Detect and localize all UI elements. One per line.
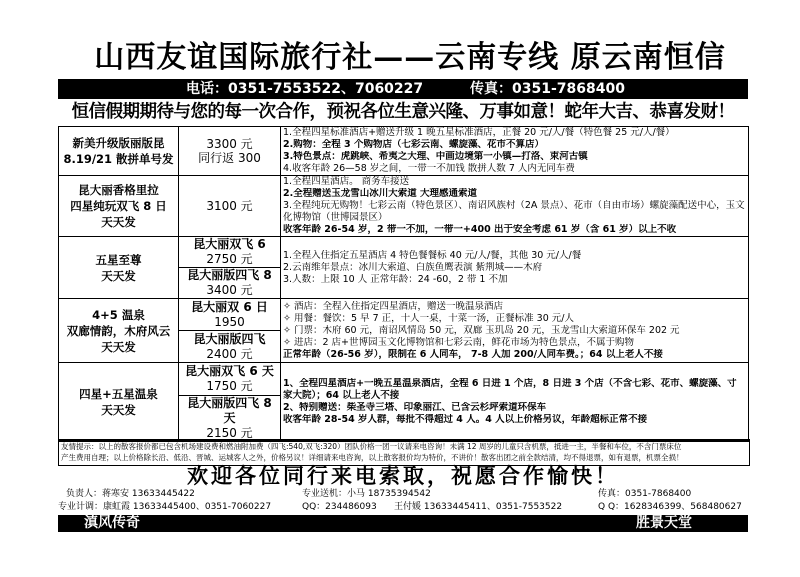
table-row (59, 237, 749, 268)
footer-left: 滇风传奇 (84, 515, 140, 531)
contact-qq-2: Q Q：1628346399、568480627 (598, 502, 742, 512)
phone-number: 电话：0351-7553522、7060227 (186, 81, 424, 97)
notice-box (58, 439, 750, 466)
footer-right: 胜景天堂 (636, 515, 692, 531)
welcome-banner: 欢迎各位同行来电索取，祝愿合作愉快！ (187, 463, 619, 488)
tour-option: 昆大丽版四飞 2400 元 (179, 331, 281, 363)
table-row (59, 176, 749, 237)
footer-bar (58, 515, 748, 532)
fax-number: 传真：0351-7868400 (470, 81, 625, 97)
tour-name: 4+5 温泉 双廊情韵，木府风云 天天发 (59, 299, 179, 363)
tour-name: 新美升级版丽版昆 8.19/21 散拼单号发 (59, 127, 179, 176)
contact-planner-2: 王付媛 13633445411、0351-7553522 (394, 502, 563, 512)
table-row (59, 299, 749, 331)
tour-price: 3300 元 同行返 300 (179, 127, 281, 176)
contact-block (58, 488, 748, 514)
contact-row (58, 501, 748, 514)
contact-planner: 专业计调：康虹霞 13633445400、0351-7060227 (58, 502, 272, 512)
table-row (59, 127, 749, 176)
phone-bar (58, 79, 748, 99)
notice-line: 产生费用自理；以上价格除长沿、低沿、晋城、运城客人之外，价格另议！详细请来电咨询，以上散客报价均为特价，不讲价！散客出团之前全款结清，均不得退票，如有退票，机票全损！ (61, 453, 684, 462)
tour-option: 昆大丽双 6 日 1950 (179, 299, 281, 331)
tour-option: 昆大丽双飞 6 2750 元 (179, 237, 281, 268)
table-row (59, 363, 749, 396)
contact-manager: 负责人：蒋寒安 13633445422 (66, 489, 195, 499)
contact-qq: QQ：234486093 (302, 502, 377, 512)
tour-details: 1.全程四星酒店。 商务车接送 2.全程赠送玉龙雪山冰川大索道 大理感通索道 3.全程纯玩无购物！七彩云南（特色景区）、南诏风族村（2A 景点）、花市（自由市场）螺旋藻配送中心，玉文化博物馆（世博园景区） 收客年龄 26-54 岁，2 带一不加，一带一+400 出于安全考虑 61 岁（含 61 岁）以上不收 (281, 176, 749, 237)
tour-name: 五星至尊 天天发 (59, 237, 179, 299)
tour-name: 昆大丽香格里拉 四星纯玩双飞 8 日 天天发 (59, 176, 179, 237)
tour-option: 昆大丽双飞 6 天 1750 元 (179, 363, 281, 396)
tour-price: 3100 元 (179, 176, 281, 237)
tour-name: 四星+五星温泉 天天发 (59, 363, 179, 442)
tour-option: 昆大丽版四飞 8 3400 元 (179, 268, 281, 299)
tour-details: 1、全程四星酒店+一晚五星温泉酒店，全程 6 日进 1 个店，8 日进 3 个店（不含七彩、花市、螺旋藻、寸家大院）；64 以上老人不接 2、特别赠送：柴圣寺三塔、印象丽江、已含云杉坪索道环保车 收客年龄 28-54 岁人群，每批不得超过 4 人。4 人以上价格另议，年龄超标正常不接 (281, 363, 749, 442)
tour-details: ✧ 酒店：全程入住指定四星酒店，赠送一晚温泉酒店 ✧ 用餐：餐饮：5 早 7 正，十人一桌，十菜一汤，正餐标准 30 元/人 ✧ 门票：木府 60 元，南诏风情岛 50 元，双廊 玉玑岛 20 元，玉龙雪山大索道环保车 202 元 ✧ 进店：2 店+世博园玉文化博物馆和七彩云南，鲜花市场为特色景点，不属于购物 正常年龄（26-56 岁），限制在 6 人同车， 7-8 人加 200/人同车费。；64 以上老人不接 (281, 299, 749, 363)
tour-details: 1.全程四星标准酒店+赠送升级 1 晚五星标准酒店，正餐 20 元/人/餐（特色餐 25 元/人/餐） 2.购物：全程 3 个购物店（七彩云南、螺旋藻、花市不算店） 3.特色景点：虎跳峡、希夷之大理、中画边境第一小镇—打洛、束河古镇 4.收客年龄 26—58 岁之间，一带一不加钱 散拼人数 7 人内无同车费 (281, 127, 749, 176)
slogan: 恒信假期期待与您的每一次合作，预祝各位生意兴隆、万事如意！蛇年大吉、恭喜发财！ (71, 102, 735, 122)
contact-row (58, 488, 748, 501)
page-title: 山西友谊国际旅行社——云南专线 原云南恒信 (94, 40, 726, 75)
notice-line: 友情提示：以上的散客报价都已包含机场建设费和燃油附加费（四飞:540,双飞:320）团队价格一团一议请来电咨询！未满 12 周岁的儿童只含机票，抵进一主，半餐和车位，不含门票床位 (61, 442, 682, 451)
contact-fax: 传真：0351-7868400 (598, 489, 692, 499)
tour-table (58, 126, 749, 442)
tour-details: 1.全程入住指定五星酒店 4 特色餐餐标 40 元/人/餐，其他 30 元/人/餐 2.云南维年景点：冰川大索道、白族鱼鹰表演 紫荆城——木府 3.人数：上限 10 人 正常年龄：24 -60，2 带 1 不加 (281, 237, 749, 299)
tour-option: 昆大丽版四飞 8 天 2150 元 (179, 396, 281, 442)
contact-airport: 专业送机：小马 18735394542 (302, 489, 431, 499)
